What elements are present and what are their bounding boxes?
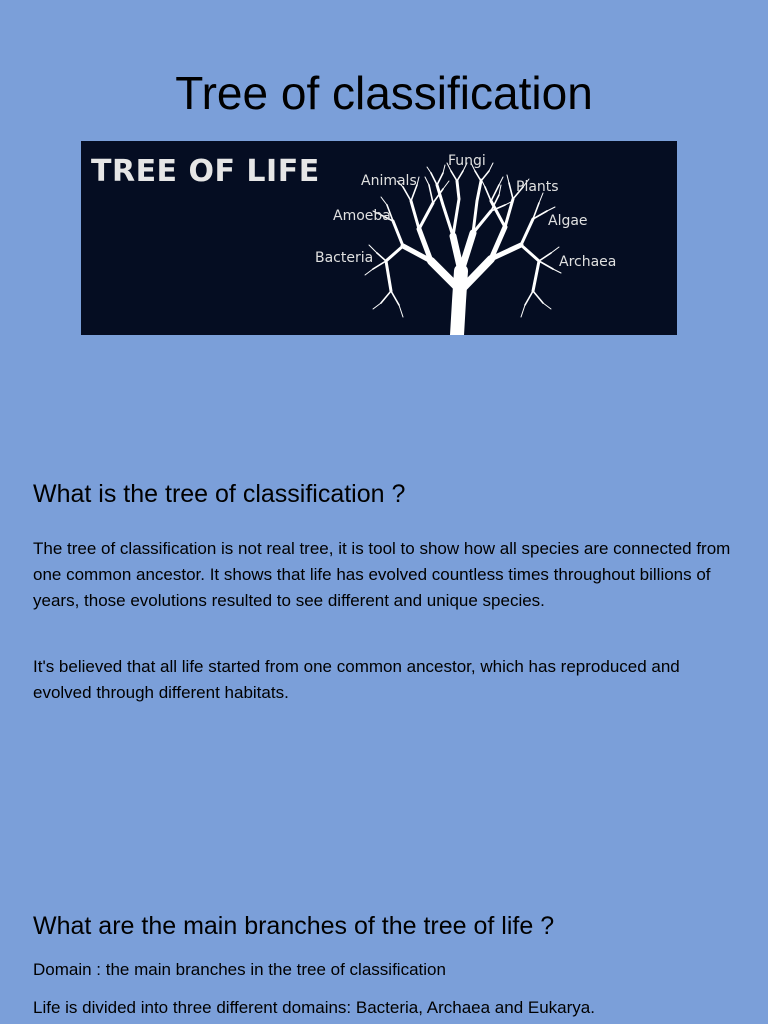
label-amoeba: Amoeba xyxy=(333,208,391,224)
paragraph-three-domains: Life is divided into three different domains: Bacteria, Archaea and Eukarya. xyxy=(33,998,595,1017)
label-archaea: Archaea xyxy=(559,254,617,270)
section-heading-what-is: What is the tree of classification ? xyxy=(33,480,406,508)
label-bacteria: Bacteria xyxy=(315,250,374,266)
banner-title: TREE OF LIFE xyxy=(91,154,320,189)
label-fungi: Fungi xyxy=(448,153,486,169)
section-heading-main-branches: What are the main branches of the tree of life ? xyxy=(33,912,555,940)
label-plants: Plants xyxy=(516,179,559,195)
paragraph-definition: The tree of classification is not real tree, it is tool to show how all species are connected from one common ancestor. It shows that life has evolved countless times throughout billions of years, those evolutions resulted to see different and unique species. xyxy=(33,539,731,610)
paragraph-domain-definition: Domain : the main branches in the tree of classification xyxy=(33,960,446,979)
tree-of-life-banner xyxy=(81,141,677,335)
paragraph-common-ancestor: It's believed that all life started from one common ancestor, which has reproduced and evolved through different habitats. xyxy=(33,657,680,702)
page-title: Tree of classification xyxy=(175,67,593,119)
label-animals: Animals xyxy=(361,173,417,189)
label-algae: Algae xyxy=(548,213,588,229)
